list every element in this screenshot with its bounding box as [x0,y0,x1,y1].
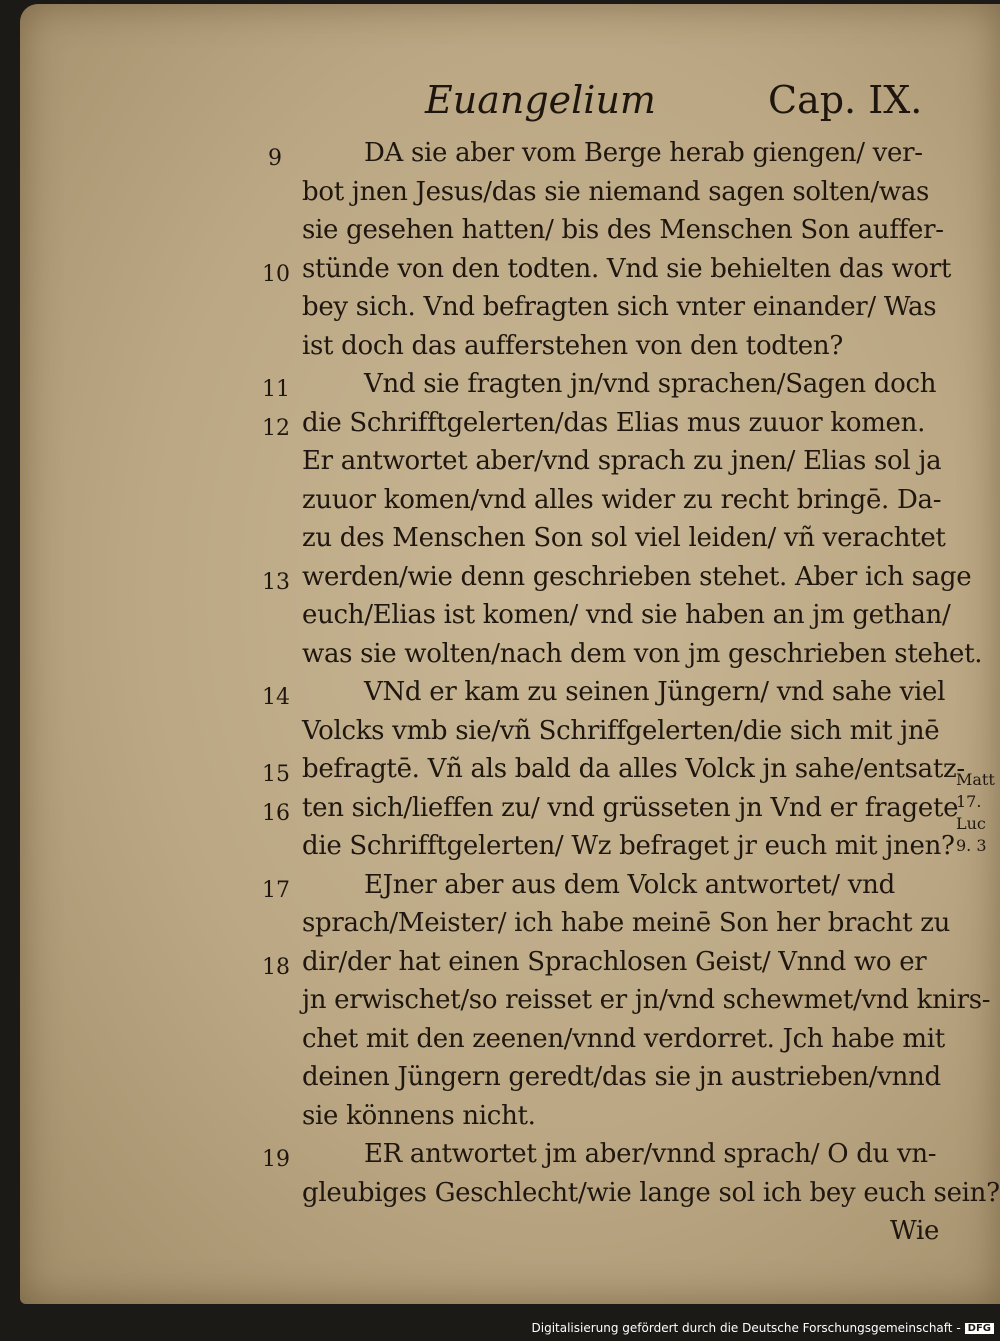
text-line: dir/der hat einen Sprachlosen Geist/ Vnnd wo er [302,946,927,977]
text-line: was sie wolten/nach dem von jm geschrieben stehet. [302,638,983,669]
verse-number: 13 [262,569,290,595]
running-title: Euangelium [425,78,656,122]
text-line: die Schrifftgelerten/ Wz befraget jr euch mit jnen? [302,831,955,861]
margin-note: Matt [956,770,995,789]
dfg-logo: DFG [965,1323,994,1334]
text-line: ist doch das aufferstehen von den todten? [302,330,843,361]
text-line: zu des Menschen Son sol viel leiden/ vñ verachtet [302,523,946,553]
text-line: Volcks vmb sie/vñ Schriffgelerten/die sich mit jnē [302,715,940,746]
text-line: Er antwortet aber/vnd sprach zu jnen/ Elias sol ja [302,446,942,476]
verse-number: 14 [262,685,290,710]
margin-note: 17. [956,792,982,811]
verse-number: 10 [262,261,290,287]
margin-note: 9. 3 [956,836,987,855]
text-line: deinen Jüngern geredt/das sie jn austrieben/vnnd [302,1062,941,1092]
verse-number: 15 [262,762,290,787]
verse-number: 18 [262,954,290,980]
text-line: euch/Elias ist komen/ vnd sie haben an jm gethan/ [302,600,951,630]
verse-number: 9 [268,146,282,171]
verse-number: 19 [262,1147,290,1172]
text-line: zuuor komen/vnd alles wider zu recht bringē. Da- [302,484,942,515]
text-line: VNd er kam zu seinen Jüngern/ vnd sahe viel [364,677,946,707]
margin-note: Luc [956,814,986,833]
text-line: die Schrifftgelerten/das Elias mus zuuor komen. [302,407,926,438]
text-line: ER antwortet jm aber/vnnd sprach/ O du vn- [364,1139,937,1169]
text-line: befragtē. Vñ als bald da alles Volck jn sahe/entsatz- [302,754,965,784]
text-line: bot jnen Jesus/das sie niemand sagen solten/was [302,176,930,207]
text-line: sprach/Meister/ ich habe meinē Son her bracht zu [302,908,951,938]
text-line: bey sich. Vnd befragten sich vnter einander/ Was [302,292,937,322]
text-line: ten sich/lieffen zu/ vnd grüsseten jn Vnd er fragete [302,792,959,823]
text-line: EJner aber aus dem Volck antwortet/ vnd [364,869,895,900]
text-line: stünde von den todten. Vnd sie behielten das wort [302,253,952,284]
text-line: Vnd sie fragten jn/vnd sprachen/Sagen doch [364,369,937,399]
footer-text: Digitalisierung gefördert durch die Deutsche Forschungsgemeinschaft - [531,1321,961,1335]
verse-number: 12 [262,415,290,441]
verse-number: 17 [262,877,290,903]
text-line: Wie [890,1216,940,1246]
footer-credit [532,1321,995,1335]
text-line: chet mit den zeenen/vnnd verdorret. Jch habe mit [302,1023,945,1054]
text-line: werden/wie denn geschrieben stehet. Aber ich sage [302,561,972,592]
text-line: gleubiges Geschlecht/wie lange sol ich bey euch sein? [302,1177,1000,1208]
chapter-label: Cap. IX. [768,78,923,122]
text-line: sie gesehen hatten/ bis des Menschen Son auffer- [302,215,944,245]
text-line: sie könnens nicht. [302,1100,536,1131]
verse-number: 16 [262,800,290,826]
text-line: DA sie aber vom Berge herab giengen/ ver- [364,138,923,168]
text-line: jn erwischet/so reisset er jn/vnd schewmet/vnd knirs- [302,985,991,1015]
verse-number: 11 [262,377,290,402]
